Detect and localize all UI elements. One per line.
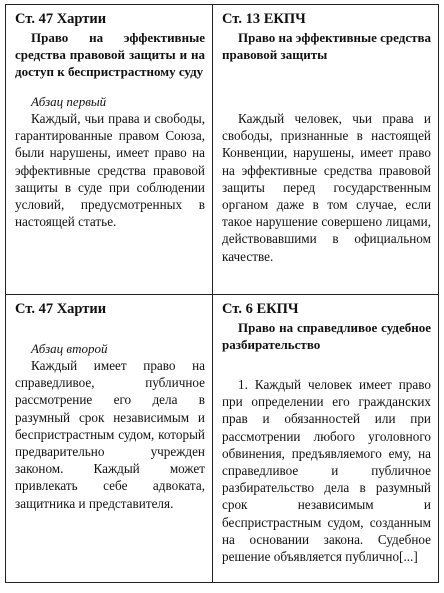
cell-heading: Ст. 47 Хартии [15, 11, 107, 27]
cell-heading: Ст. 6 ЕКПЧ [222, 301, 299, 317]
spacer [222, 63, 431, 110]
paragraph-label: Абзац второй [31, 341, 108, 356]
cell-body-text: Каждый, чьи права и свободы, гарантированные правом Союза, были нарушены, имеет право на эффективные средства правовой защиты в суде при соблюдении условий, предусмотренных в настоящей статье. [15, 111, 205, 230]
table-row [6, 5, 439, 295]
cell-echr-art6 [213, 295, 439, 583]
cell-charter-art47-para1 [6, 5, 213, 295]
cell-subheading: Право на справедливое судебное разбирательство [222, 320, 431, 352]
cell-body-text: 1. Каждый человек имеет право при определении его гражданских прав и обязанностей или при рассмотрении любого уголовного обвинения, предъявляемого ему, на справедливое и публичное разбирательство дела в разумный срок независимым и беспристрастным судом, созданным на основании закона. Судебное решение объявляется публично[...] [222, 377, 431, 565]
cell-subheading: Право на эффективные средства правовой защиты и на доступ к беспристрастному суду [15, 30, 205, 79]
cell-echr-art13 [213, 5, 439, 295]
comparison-table [5, 4, 439, 583]
cell-subheading: Право на эффективные средства правовой защиты [222, 30, 431, 62]
spacer [222, 353, 431, 376]
cell-body-text: Каждый человек, чьи права и свободы, признанные в настоящей Конвенции, нарушены, имеет право на эффективные средства правовой защиты перед государственным органом даже в том случае, если такое нарушение совершено лицами, действовавшими в официальном качестве. [222, 111, 431, 264]
cell-body-text: Каждый имеет право на справедливое, публичное рассмотрение его дела в разумный срок независимым и беспристрастным судом, который предварительно учрежден законом. Каждый может привлекать себе адвоката, защитника и представителя. [15, 358, 205, 511]
cell-heading: Ст. 47 Хартии [15, 301, 107, 317]
cell-heading: Ст. 13 ЕКПЧ [222, 11, 306, 27]
spacer [15, 319, 205, 340]
spacer [15, 80, 205, 93]
table-row [6, 295, 439, 583]
paragraph-label: Абзац первый [31, 94, 107, 109]
cell-charter-art47-para2 [6, 295, 213, 583]
